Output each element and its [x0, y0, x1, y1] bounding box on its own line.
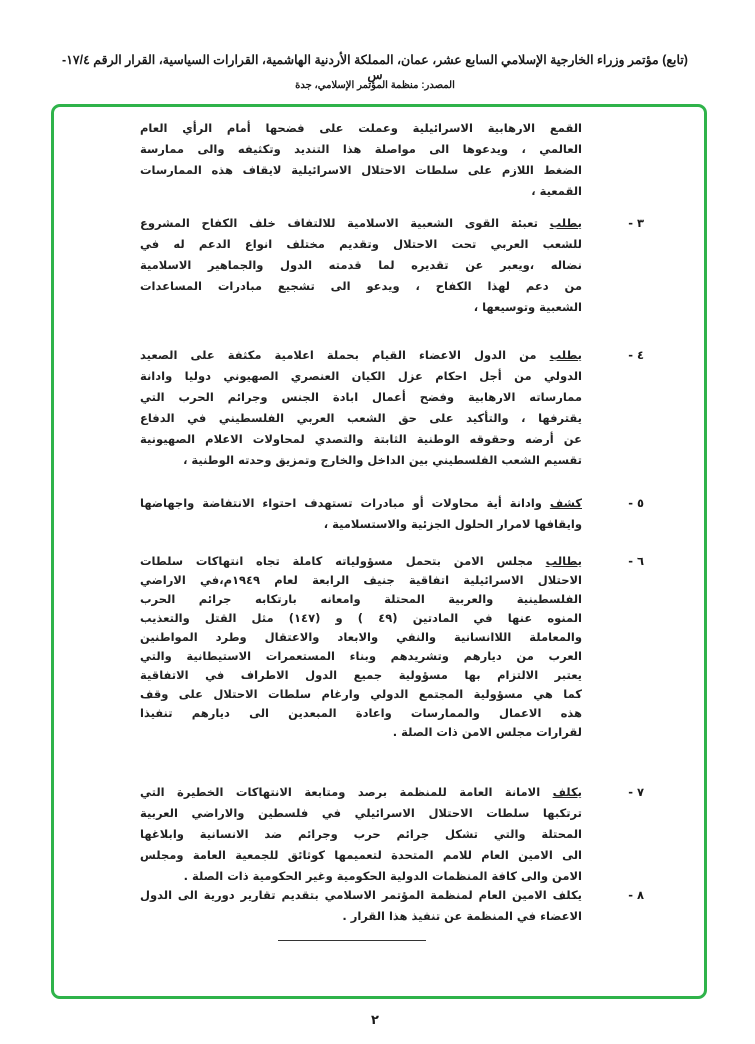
line-text: يعتبر الالتزام بها مسؤولية جميع الدول الاطراف في الاتفاقية: [140, 668, 582, 682]
line-text: عن أرضه وحقوقه الوطنية الثابتة والتصدي لمحاولات الاعلام الصهيونية: [140, 432, 582, 446]
paragraph-line: [140, 824, 582, 845]
paragraph-line: [140, 255, 582, 276]
line-text: من الدول الاعضاء القيام بحملة اعلامية مكثفة على الصعيد: [140, 348, 550, 362]
line-text: الدولي من أجل احكام عزل الكيان العنصري الصهيوني دوليا وادانة: [140, 369, 582, 383]
line-text: هذه الاعمال والممارسات واعادة المبعدين الى ديارهم تنفيذا: [140, 706, 582, 720]
line-text: مجلس الامن بتحمل مسؤولياته كاملة تجاه انتهاكات سلطات: [140, 554, 546, 568]
paragraph-lead-verb: كشف: [549, 496, 582, 510]
paragraph-number: ٧ -: [628, 785, 644, 799]
line-text: الاحتلال الاسرائيلية اتفاقية جنيف الرابعة لعام ١٩٤٩م،في الاراضي: [140, 573, 582, 587]
paragraph-lead-verb: يطلب: [549, 216, 582, 230]
document-title: (تابع) مؤتمر وزراء الخارجية الإسلامي السابع عشر، عمان، المملكة الأردنية الهاشمية، القرارات السياسية، القرار الرقم ١٧/٤-س: [62, 53, 688, 82]
paragraph: [140, 213, 582, 318]
line-text: الامن والى كافة المنظمات الدولية الحكومية وغير الحكومية ذات الصلة .: [183, 869, 582, 883]
document-source: المصدر: منظمة المؤتمر الإسلامي، جدة: [295, 80, 455, 91]
paragraph: [140, 885, 582, 927]
paragraph-line: [140, 429, 582, 450]
paragraph-line: [140, 685, 582, 704]
line-text: نضاله ،ويعبر عن تقديره لما قدمته الدول والجماهير الاسلامية: [140, 258, 582, 272]
paragraph: [140, 782, 582, 887]
paragraph-number: ٨ -: [628, 888, 644, 902]
paragraph-line: [140, 866, 582, 887]
paragraph-line: [140, 160, 582, 181]
line-text: ترتكبها سلطات الاحتلال الاسرائيلي في فلسطين والاراضي العربية: [140, 806, 582, 820]
paragraph-line: [140, 234, 582, 255]
line-text: الى الامين العام للامم المتحدة لتعميمها كوثائق للجمعية العامة ومجلس: [140, 848, 582, 862]
line-text: الفلسطينية والعربية المحتلة وامعانه بارتكابه جرائم الحرب: [140, 592, 582, 606]
paragraph-line: [140, 845, 582, 866]
line-text: الشعبية وتوسيعها ،: [473, 300, 582, 314]
paragraph-line: [140, 387, 582, 408]
paragraph-number: ٤ -: [628, 348, 644, 362]
line-text: القمعية ،: [531, 184, 582, 198]
paragraph-lead-verb: يطالب: [545, 554, 582, 568]
line-text: للشعب العربي تحت الاحتلال وتقديم مختلف انواع الدعم له في: [140, 237, 582, 251]
line-text: الضغط اللازم على سلطات الاحتلال الاسرائيلية لايقاف هذه الممارسات: [140, 163, 582, 177]
line-text: ممارساته الارهابية وفضح أعمال ابادة الجنس وجرائم الحرب التي: [140, 390, 582, 404]
line-text: المنوه عنها في المادتين (٤٩ ) و (١٤٧) مثل القتل والتعذيب: [140, 611, 582, 625]
paragraph-line: [140, 213, 582, 234]
paragraph-line: [140, 803, 582, 824]
paragraph-lead-verb: يكلف: [552, 785, 582, 799]
paragraph: [140, 493, 582, 535]
paragraph-line: [140, 297, 582, 318]
paragraph-line: [140, 139, 582, 160]
line-text: القمع الارهابية الاسرائيلية وعملت على فضحها أمام الرأي العام: [140, 121, 582, 135]
paragraph-line: [140, 704, 582, 723]
paragraph-line: [140, 782, 582, 803]
line-text: العرب من ديارهم وتشريدهم وبناء المستعمرات الاستيطانية والتي: [140, 649, 582, 663]
paragraph-line: [140, 609, 582, 628]
paragraph-line: [140, 666, 582, 685]
end-rule: [278, 940, 426, 941]
line-text: المحتلة والتي تشكل جرائم حرب وجرائم ضد الانسانية وابلاغها: [140, 827, 582, 841]
paragraph-line: [140, 450, 582, 471]
paragraph-line: [140, 345, 582, 366]
paragraph-line: [140, 628, 582, 647]
line-text: الاعضاء في المنظمة عن تنفيذ هذا القرار .: [342, 909, 582, 923]
line-text: وادانة أية محاولات أو مبادرات تستهدف احتواء الانتفاضة واجهاضها: [140, 496, 550, 510]
line-text: من دعم لهذا الكفاح ، ويدعو الى تشجيع مبادرات المساعدات: [140, 279, 582, 293]
line-text: العالمي ، ويدعوها الى مواصلة هذا التنديد وتكثيفه والى ممارسة: [140, 142, 582, 156]
paragraph-line: [140, 647, 582, 666]
paragraph-line: [140, 408, 582, 429]
paragraph-line: [140, 571, 582, 590]
line-text: تعبئة القوى الشعبية الاسلامية للالتفاف خلف الكفاح المشروع: [140, 216, 550, 230]
page-number: ٢: [371, 1013, 379, 1028]
paragraph: [140, 118, 582, 202]
paragraph-line: [140, 590, 582, 609]
line-text: تقسيم الشعب الفلسطيني بين الداخل والخارج وتمزيق وحدته الوطنية ،: [183, 453, 582, 467]
paragraph-line: [140, 514, 582, 535]
paragraph-line: [140, 885, 582, 906]
line-text: وايقافها لامرار الحلول الجزئية والاستسلامية ،: [323, 517, 582, 531]
paragraph-number: ٥ -: [628, 496, 644, 510]
line-text: يقترفها ، والتأكيد على حق الشعب العربي الفلسطيني في الدفاع: [140, 411, 582, 425]
line-text: كما هي مسؤولية المجتمع الدولي وارغام سلطات الاحتلال على وقف: [140, 687, 582, 701]
paragraph-line: [140, 276, 582, 297]
paragraph-line: [140, 118, 582, 139]
line-text: والمعاملة اللاانسانية والنفي والابعاد والاعتقال وطرد المواطنين: [140, 630, 582, 644]
paragraph-line: [140, 181, 582, 202]
paragraph-line: [140, 366, 582, 387]
paragraph: [140, 345, 582, 471]
paragraph: [140, 552, 582, 742]
paragraph-number: ٦ -: [628, 554, 644, 568]
paragraph-line: [140, 552, 582, 571]
line-text: الامانة العامة للمنظمة برصد ومتابعة الانتهاكات الخطيرة التي: [140, 785, 553, 799]
paragraph-line: [140, 493, 582, 514]
line-text: لقرارات مجلس الامن ذات الصلة .: [392, 725, 582, 739]
line-text: يكلف الامين العام لمنظمة المؤتمر الاسلامي بتقديم تقارير دورية الى الدول: [140, 888, 582, 902]
paragraph-lead-verb: يطلب: [549, 348, 582, 362]
paragraph-line: [140, 906, 582, 927]
paragraph-line: [140, 723, 582, 742]
paragraph-number: ٣ -: [628, 216, 644, 230]
